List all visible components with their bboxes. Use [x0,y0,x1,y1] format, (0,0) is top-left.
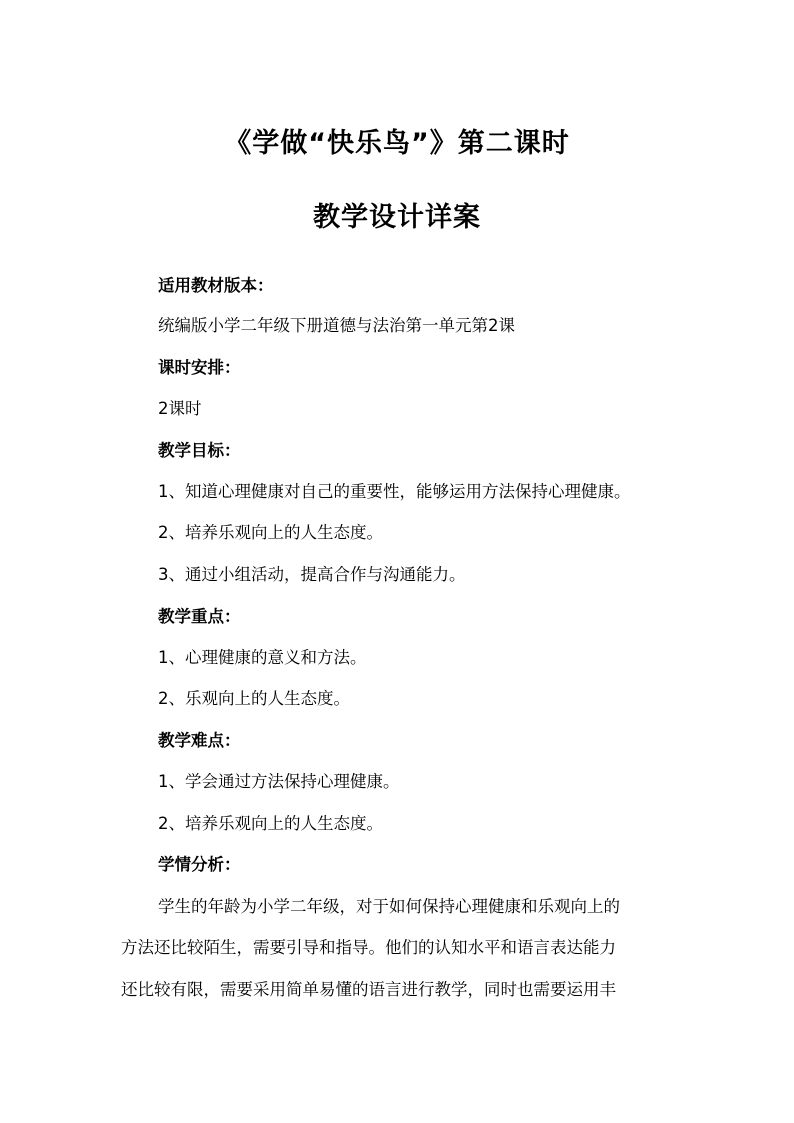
section-heading-difficulties: 教学难点： [158,731,241,750]
section-heading-analysis: 学情分析： [158,855,241,874]
textbook-content: 统编版小学二年级下册道德与法治第一单元第2课 [158,316,515,335]
document-subtitle: 教学设计详案 [313,202,481,233]
list-item: 2、乐观向上的人生态度。 [158,689,350,708]
section-heading-key-points: 教学重点： [158,607,241,626]
list-item: 1、学会通过方法保持心理健康。 [158,772,400,791]
list-item: 1、心理健康的意义和方法。 [158,648,367,667]
list-item: 2、培养乐观向上的人生态度。 [158,814,383,833]
schedule-content: 2课时 [158,399,202,418]
section-heading-objectives: 教学目标： [158,441,241,460]
list-item: 3、通过小组活动，提高合作与沟通能力。 [158,565,466,584]
document-title: 《学做“快乐鸟”》第二课时 [224,128,570,159]
list-item: 2、培养乐观向上的人生态度。 [158,523,383,542]
analysis-paragraph-line: 方法还比较陌生，需要引导和指导。他们的认知水平和语言表达能力 [121,938,616,957]
section-heading-textbook: 适用教材版本： [158,276,274,295]
list-item: 1、知道心理健康对自己的重要性，能够运用方法保持心理健康。 [158,482,631,501]
section-heading-schedule: 课时安排： [158,358,241,377]
analysis-paragraph-line: 还比较有限，需要采用简单易懂的语言进行教学，同时也需要运用丰 [121,980,616,999]
analysis-paragraph-line: 学生的年龄为小学二年级，对于如何保持心理健康和乐观向上的 [158,897,620,916]
